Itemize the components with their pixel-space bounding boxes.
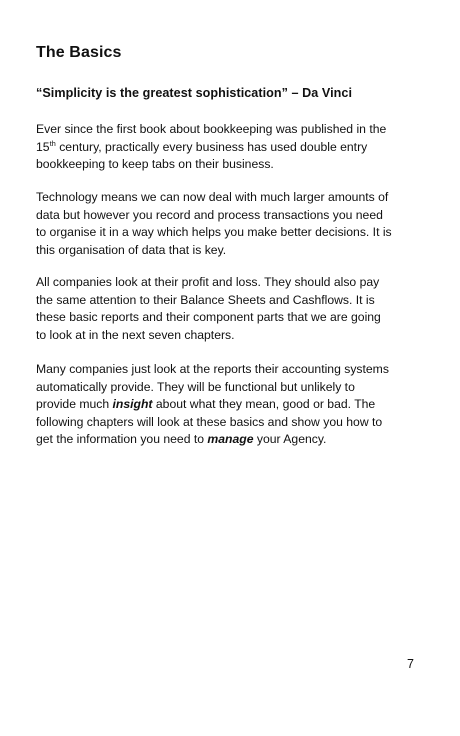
page-number: 7: [407, 657, 414, 671]
paragraph-1: [36, 121, 386, 174]
paragraph-2-line-2: data but however you record and process transactions you need: [36, 207, 383, 222]
epigraph-quote: “Simplicity is the greatest sophistication” – Da Vinci: [36, 86, 352, 100]
emphasis-insight: insight: [112, 397, 153, 412]
paragraph-2-line-3: to organise it in a way which helps you make better decisions. It is: [36, 225, 392, 240]
paragraph-3-line-4: to look at in the next seven chapters.: [36, 327, 235, 342]
paragraph-2: [36, 189, 392, 259]
paragraph-3-line-3: these basic reports and their component parts that we are going: [36, 310, 381, 325]
emphasis-manage: manage: [207, 432, 254, 447]
ordinal-suffix: th: [49, 138, 56, 148]
paragraph-2-line-1: Technology means we can now deal with much larger amounts of: [36, 190, 389, 204]
paragraph-4-line-2: automatically provide. They will be functional but unlikely to: [36, 379, 355, 394]
paragraph-4-line-3-pre: provide much: [36, 397, 113, 412]
paragraph-3-line-2: the same attention to their Balance Sheets and Cashflows. It is: [36, 292, 375, 307]
paragraph-4: [36, 361, 389, 449]
paragraph-4-line-3: [36, 396, 389, 414]
paragraph-2-line-4: this organisation of data that is key.: [36, 242, 227, 257]
paragraph-4-line-5-pre: get the information you need to: [36, 432, 208, 447]
paragraph-4-line-5-post: your Agency.: [253, 432, 327, 447]
paragraph-4-line-3-post: about what they mean, good or bad. The: [152, 397, 376, 412]
paragraph-1-line-1: Ever since the first book about bookkeeping was published in the: [36, 122, 387, 136]
paragraph-1-line-3: bookkeeping to keep tabs on their business.: [36, 157, 274, 172]
paragraph-4-line-4: following chapters will look at these basics and show you how to: [36, 414, 383, 429]
paragraph-4-line-5: [36, 431, 389, 449]
chapter-heading: The Basics: [36, 44, 122, 61]
paragraph-3: [36, 274, 381, 344]
paragraph-1-line-2: [36, 139, 386, 157]
century-number: 15: [36, 139, 50, 154]
paragraph-1-line-2-rest: century, practically every business has used double entry: [55, 139, 368, 154]
paragraph-3-line-1: All companies look at their profit and loss. They should also pay: [36, 275, 380, 289]
paragraph-4-line-1: Many companies just look at the reports their accounting systems: [36, 362, 389, 376]
